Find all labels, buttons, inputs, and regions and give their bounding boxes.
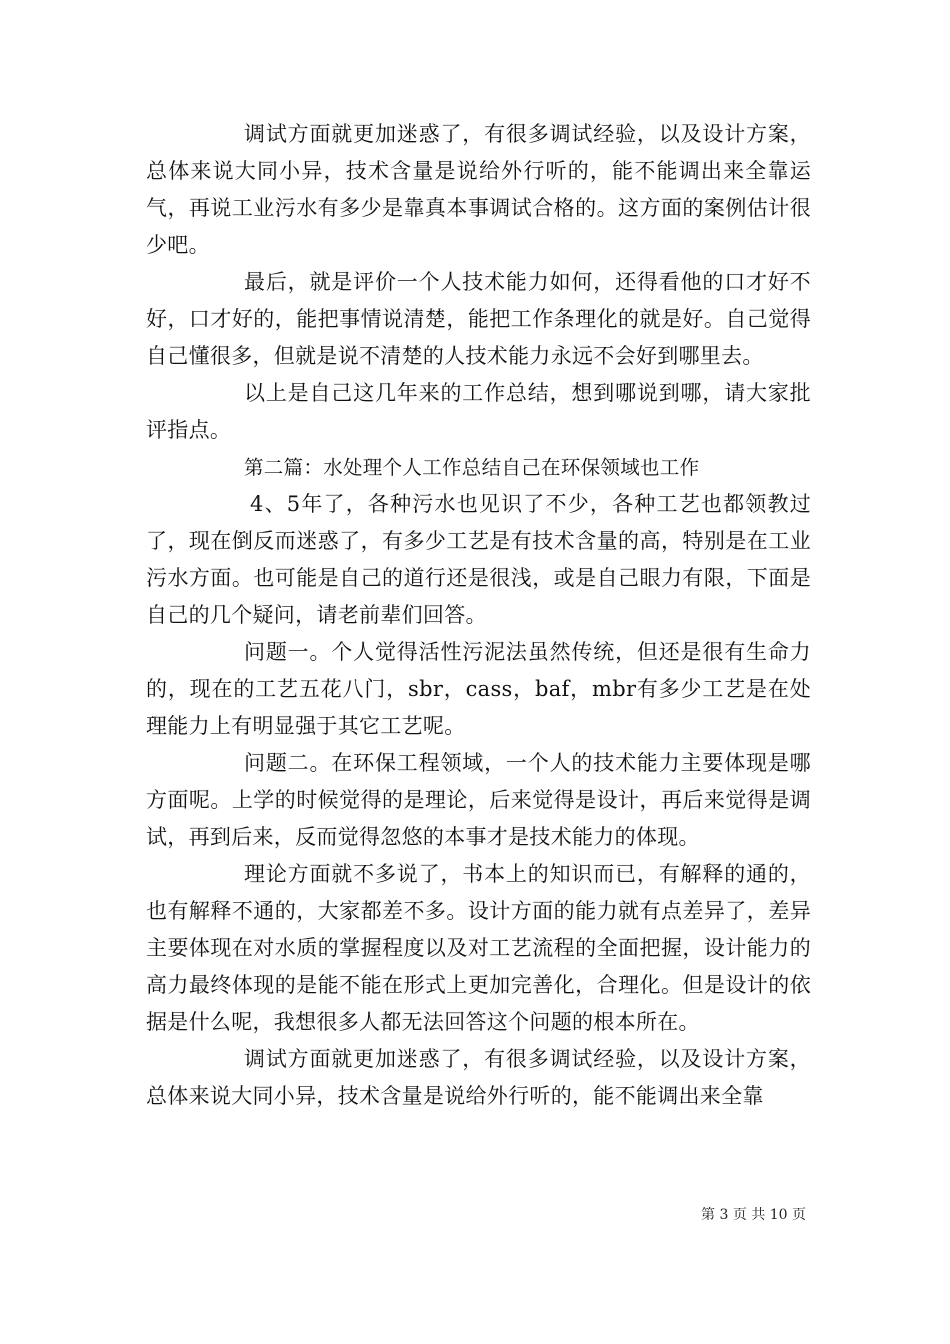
paragraph-question-two: 问题二。在环保工程领域，一个人的技术能力主要体现是哪方面呢。上学的时候觉得的是理论，后来觉得是设计，再后来觉得是调试，再到后来，反而觉得忽悠的本事才是技术能力的体现。 bbox=[146, 751, 811, 849]
page-number: 第 3 页 共 10 页 bbox=[701, 1207, 806, 1223]
paragraph-theory: 理论方面就不多说了，书本上的知识而已，有解释的通的，也有解释不通的，大家都差不多。设计方面的能力就有点差异了，差异主要体现在对水质的掌握程度以及对工艺流程的全面把握，设计能力的高力最终体现的是能不能在形式上更加完善化，合理化。但是设计的依据是什么呢，我想很多人都无法回答这个问题的根本所在。 bbox=[146, 862, 811, 1034]
paragraph-finally: 最后，就是评价一个人技术能力如何，还得看他的口才好不好，口才好的，能把事情说清楚，能把工作条理化的就是好。自己觉得自己懂很多，但就是说不清楚的人技术能力永远不会好到哪里去。 bbox=[146, 270, 811, 368]
section-heading: 第二篇：水处理个人工作总结自己在环保领域也工作 bbox=[244, 456, 700, 479]
paragraph-years: 4、5年了，各种污水也见识了不少，各种工艺也都领教过了，现在倒反而迷惑了，有多少工艺是有技术含量的高，特别是在工业污水方面。也可能是自己的道行还是很浅，或是自己眼力有限，下面是自己的几个疑问，请老前辈们回答。 bbox=[146, 492, 811, 627]
paragraph-summary: 以上是自己这几年来的工作总结，想到哪说到哪，请大家批评指点。 bbox=[146, 381, 811, 442]
paragraph-debugging-repeat: 调试方面就更加迷惑了，有很多调试经验，以及设计方案，总体来说大同小异，技术含量是说给外行听的，能不能调出来全靠 bbox=[146, 1047, 811, 1108]
document-body bbox=[146, 116, 811, 1115]
paragraph-question-one: 问题一。个人觉得活性污泥法虽然传统，但还是很有生命力的，现在的工艺五花八门，sbr，cass，baf，mbr有多少工艺是在处理能力上有明显强于其它工艺呢。 bbox=[146, 640, 811, 738]
paragraph-debugging: 调试方面就更加迷惑了，有很多调试经验，以及设计方案，总体来说大同小异，技术含量是说给外行听的，能不能调出来全靠运气，再说工业污水有多少是靠真本事调试合格的。这方面的案例估计很少吧。 bbox=[146, 122, 811, 257]
